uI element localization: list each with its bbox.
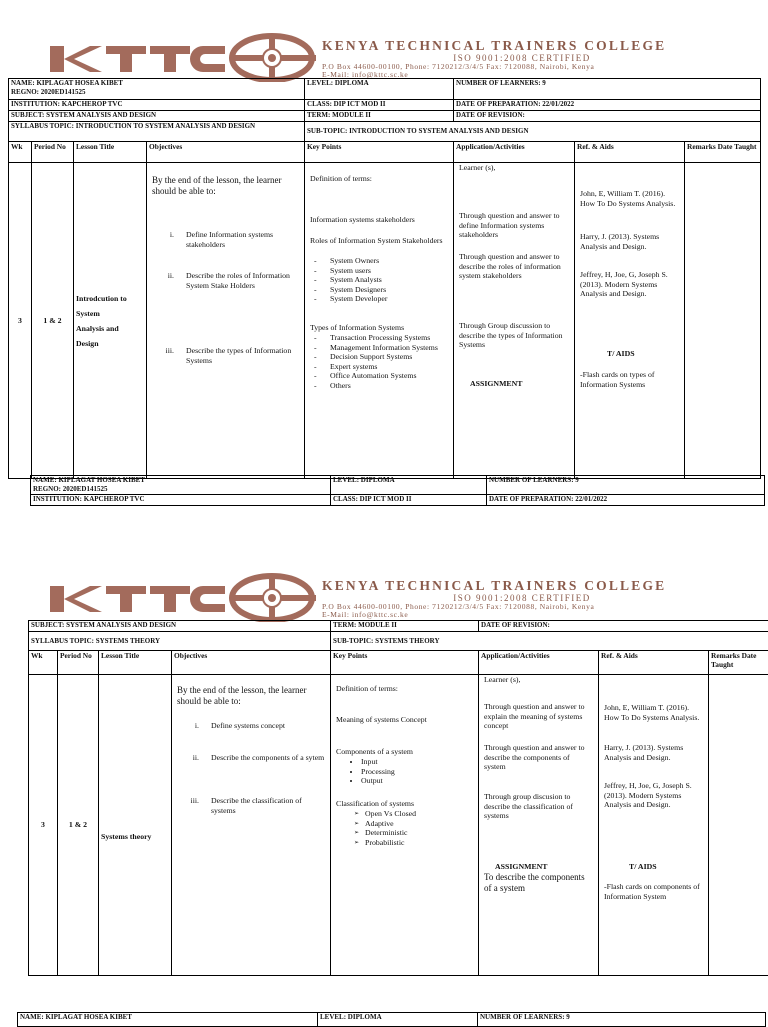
references-cell bbox=[575, 163, 685, 479]
col-period: Period No bbox=[58, 651, 99, 675]
objective-item: ii. Describe the roles of Information System Stake Holders bbox=[167, 271, 290, 290]
list-item: - Others bbox=[322, 381, 448, 391]
list-item: - System users bbox=[322, 266, 448, 276]
assignment-text: To describe the components of a system bbox=[484, 872, 585, 893]
objective-item: iii. Describe the types of Information Systems bbox=[165, 346, 292, 365]
level: LEVEL: DIPLOMA bbox=[305, 79, 454, 100]
act-learner: Learner (s), bbox=[459, 163, 496, 172]
col-objectives: Objectives bbox=[147, 142, 305, 163]
college-info bbox=[322, 38, 722, 79]
syllabus-topic: SYLLABUS TOPIC: SYSTEMS THEORY bbox=[29, 632, 331, 651]
reference-item: John, E, William T. (2016). How To Do Systems Analysis. bbox=[604, 703, 700, 722]
term: TERM: MODULE II bbox=[331, 621, 479, 632]
objective-item: i. Define Information systems stakeholders bbox=[169, 230, 274, 249]
assignment-label: ASSIGNMENT bbox=[470, 379, 523, 388]
class: CLASS: DIP ICT MOD II bbox=[331, 495, 487, 506]
date-of-revision: DATE OF REVISION: bbox=[479, 621, 768, 632]
college-name: KENYA TECHNICAL TRAINERS COLLEGE bbox=[322, 578, 667, 593]
week-number: 3 bbox=[9, 163, 32, 479]
iso-certification: ISO 9001:2008 CERTIFIED bbox=[453, 53, 591, 63]
college-name: KENYA TECHNICAL TRAINERS COLLEGE bbox=[322, 38, 667, 53]
aids-text: -Flash cards on components of Information System bbox=[604, 882, 700, 901]
assignment-label: ASSIGNMENT bbox=[495, 862, 548, 871]
kp-meaning: Meaning of systems Concept bbox=[336, 715, 427, 724]
reference-item: Harry, J. (2013). Systems Analysis and Design. bbox=[580, 232, 660, 251]
college-address: P.O Box 44600-00100, Phone: 7120212/3/4/5 Fax: 7120088, Nairobi, Kenya bbox=[322, 602, 595, 611]
week-number: 3 bbox=[29, 675, 58, 976]
reg-number: REGNO: 2020ED141525 bbox=[33, 485, 108, 493]
syllabus-topic: SYLLABUS TOPIC: INTRODUCTION TO SYSTEM ANALYSIS AND DESIGN bbox=[9, 122, 305, 142]
reference-item: Harry, J. (2013). Systems Analysis and Design. bbox=[604, 743, 684, 762]
activity-item: Through question and answer to describe the roles of information system stakeholders bbox=[459, 252, 561, 280]
date-of-revision: DATE OF REVISION: bbox=[454, 111, 761, 122]
lesson-title: Systems theory bbox=[99, 675, 172, 976]
activity-item: Through group discusion to describe the classification of systems bbox=[484, 792, 574, 820]
kp-components-heading: Components of a system bbox=[336, 747, 413, 756]
list-item: - Office Automation Systems bbox=[322, 371, 448, 381]
components-list bbox=[349, 757, 473, 786]
objective-item: i. Define systems concept bbox=[194, 721, 286, 730]
list-item: - Transaction Processing Systems bbox=[322, 333, 448, 343]
strip-teacher bbox=[31, 476, 331, 495]
teacher-info bbox=[9, 79, 305, 100]
kp-roles-heading: Roles of Information System Stakeholders bbox=[310, 236, 443, 245]
list-item: - Expert systems bbox=[322, 362, 448, 372]
remarks-cell bbox=[709, 675, 768, 976]
date-of-preparation: DATE OF PREPARATION: 22/01/2022 bbox=[487, 495, 765, 506]
reg-number: REGNO: 2020ED141525 bbox=[11, 88, 86, 96]
lesson-title-line: Design bbox=[76, 338, 99, 348]
objectives-intro: By the end of the lesson, the learner should be able to: bbox=[152, 175, 282, 196]
period-number: 1 & 2 bbox=[58, 675, 99, 976]
lesson-title-line: Introdcution to bbox=[76, 293, 127, 303]
kttc-logo bbox=[50, 572, 318, 622]
teacher-name: NAME: KIPLAGAT HOSEA KIBET bbox=[18, 1013, 318, 1027]
col-activities: Application/Activities bbox=[479, 651, 599, 675]
aids-label: T/ AIDS bbox=[607, 349, 635, 358]
subject: SUBJECT: SYSTEM ANALYSIS AND DESIGN bbox=[9, 111, 305, 122]
college-email: E-Mail: info@kttc.sc.ke bbox=[322, 610, 409, 619]
kttc-logo bbox=[50, 32, 318, 82]
list-item: - System Developer bbox=[322, 294, 448, 304]
references-cell bbox=[599, 675, 709, 976]
term: TERM: MODULE II bbox=[305, 111, 454, 122]
objectives-intro: By the end of the lesson, the learner should be able to: bbox=[177, 685, 307, 706]
objective-item: iii. Describe the classification of systems bbox=[190, 796, 302, 815]
col-lesson-title: Lesson Title bbox=[74, 142, 147, 163]
activities-cell bbox=[479, 675, 599, 976]
list-item: - System Analysts bbox=[322, 275, 448, 285]
teacher-info-strip-bottom bbox=[17, 1012, 766, 1027]
period-number: 1 & 2 bbox=[32, 163, 74, 479]
iso-certification: ISO 9001:2008 CERTIFIED bbox=[453, 593, 591, 603]
list-item: - System Designers bbox=[322, 285, 448, 295]
kp-classification-heading: Classification of systems bbox=[336, 799, 415, 808]
teacher-name: NAME: KIPLAGAT HOSEA KIBET bbox=[11, 79, 123, 87]
aids-text: -Flash cards on types of Information Systems bbox=[580, 370, 655, 389]
teacher-info-strip bbox=[30, 475, 765, 506]
activity-item: Through Group discussion to describe the types of Information Systems bbox=[459, 321, 563, 349]
list-item: ➢ Probabilistic bbox=[365, 838, 473, 848]
list-item: ➢ Open Vs Closed bbox=[365, 809, 473, 819]
col-activities: Application/Activities bbox=[454, 142, 575, 163]
kp-definition: Definition of terms: bbox=[336, 684, 398, 693]
lesson-title-line: System bbox=[76, 308, 100, 318]
activities-cell bbox=[454, 163, 575, 479]
list-item: ➢ Adaptive bbox=[365, 819, 473, 829]
activity-item: Through question and answer to explain the meaning of systems concept bbox=[484, 702, 585, 730]
col-key-points: Key Points bbox=[305, 142, 454, 163]
institution: INSTITUTION: KAPCHEROP TVC bbox=[9, 100, 305, 111]
teacher-name: NAME: KIPLAGAT HOSEA KIBET bbox=[33, 476, 145, 484]
objectives-cell bbox=[172, 675, 331, 976]
objectives-cell bbox=[147, 163, 305, 479]
reference-item: Jeffrey, H, Joe, G, Joseph S. (2013). Modern Systems Analysis and Design. bbox=[604, 781, 692, 809]
sub-topic: SUB-TOPIC: SYSTEMS THEORY bbox=[331, 632, 768, 651]
level: LEVEL: DIPLOMA bbox=[331, 476, 487, 495]
classification-list bbox=[353, 809, 473, 847]
reference-item: John, E, William T. (2016). How To Do Systems Analysis. bbox=[580, 189, 676, 208]
kp-definition: Definition of terms: bbox=[310, 174, 372, 183]
college-email: E-Mail: info@kttc.sc.ke bbox=[322, 70, 409, 79]
activity-item: Through question and answer to define Information systems stakeholders bbox=[459, 211, 560, 239]
lesson-plan-table-1 bbox=[8, 78, 761, 479]
kp-types-heading: Types of Information Systems bbox=[310, 323, 405, 332]
objective-item: ii. Describe the components of a sytem bbox=[192, 753, 325, 762]
key-points-cell bbox=[331, 675, 479, 976]
list-item: ➢ Deterministic bbox=[365, 828, 473, 838]
col-period: Period No bbox=[32, 142, 74, 163]
lesson-title bbox=[74, 163, 147, 479]
col-lesson-title: Lesson Title bbox=[99, 651, 172, 675]
list-item: - System Owners bbox=[322, 256, 448, 266]
number-of-learners: NUMBER OF LEARNERS: 9 bbox=[478, 1013, 766, 1027]
date-of-preparation: DATE OF PREPARATION: 22/01/2022 bbox=[454, 100, 761, 111]
reference-item: Jeffrey, H, Joe, G, Joseph S. (2013). Modern Systems Analysis and Design. bbox=[580, 270, 668, 298]
list-item: • Input bbox=[361, 757, 473, 767]
sub-topic: SUB-TOPIC: INTRODUCTION TO SYSTEM ANALYSIS AND DESIGN bbox=[305, 122, 761, 142]
col-week: Wk bbox=[9, 142, 32, 163]
key-points-cell bbox=[305, 163, 454, 479]
act-learner: Learner (s), bbox=[484, 675, 521, 684]
college-info bbox=[322, 578, 722, 619]
col-references: Ref. & Aids bbox=[575, 142, 685, 163]
col-references: Ref. & Aids bbox=[599, 651, 709, 675]
col-remarks: Remarks Date Taught bbox=[685, 142, 761, 163]
institution: INSTITUTION: KAPCHEROP TVC bbox=[31, 495, 331, 506]
col-key-points: Key Points bbox=[331, 651, 479, 675]
kp-stakeholders: Information systems stakeholders bbox=[310, 215, 415, 224]
activity-item: Through question and answer to describe the components of system bbox=[484, 743, 585, 771]
list-item: - Management Information Systems bbox=[322, 343, 448, 353]
roles-list bbox=[310, 256, 448, 304]
aids-label: T/ AIDS bbox=[629, 862, 657, 871]
col-objectives: Objectives bbox=[172, 651, 331, 675]
level: LEVEL: DIPLOMA bbox=[318, 1013, 478, 1027]
college-address: P.O Box 44600-00100, Phone: 7120212/3/4/5 Fax: 7120088, Nairobi, Kenya bbox=[322, 62, 595, 71]
list-item: - Decision Support Systems bbox=[322, 352, 448, 362]
list-item: • Output bbox=[361, 776, 473, 786]
remarks-cell bbox=[685, 163, 761, 479]
lesson-title-line: Analysis and bbox=[76, 323, 119, 333]
col-remarks: Remarks Date Taught bbox=[709, 651, 768, 675]
lesson-plan-table-2 bbox=[28, 620, 768, 976]
col-week: Wk bbox=[29, 651, 58, 675]
subject: SUBJECT: SYSTEM ANALYSIS AND DESIGN bbox=[29, 621, 331, 632]
list-item: • Processing bbox=[361, 767, 473, 777]
number-of-learners: NUMBER OF LEARNERS: 9 bbox=[487, 476, 765, 495]
class: CLASS: DIP ICT MOD II bbox=[305, 100, 454, 111]
number-of-learners: NUMBER OF LEARNERS: 9 bbox=[454, 79, 761, 100]
types-list bbox=[310, 333, 448, 390]
